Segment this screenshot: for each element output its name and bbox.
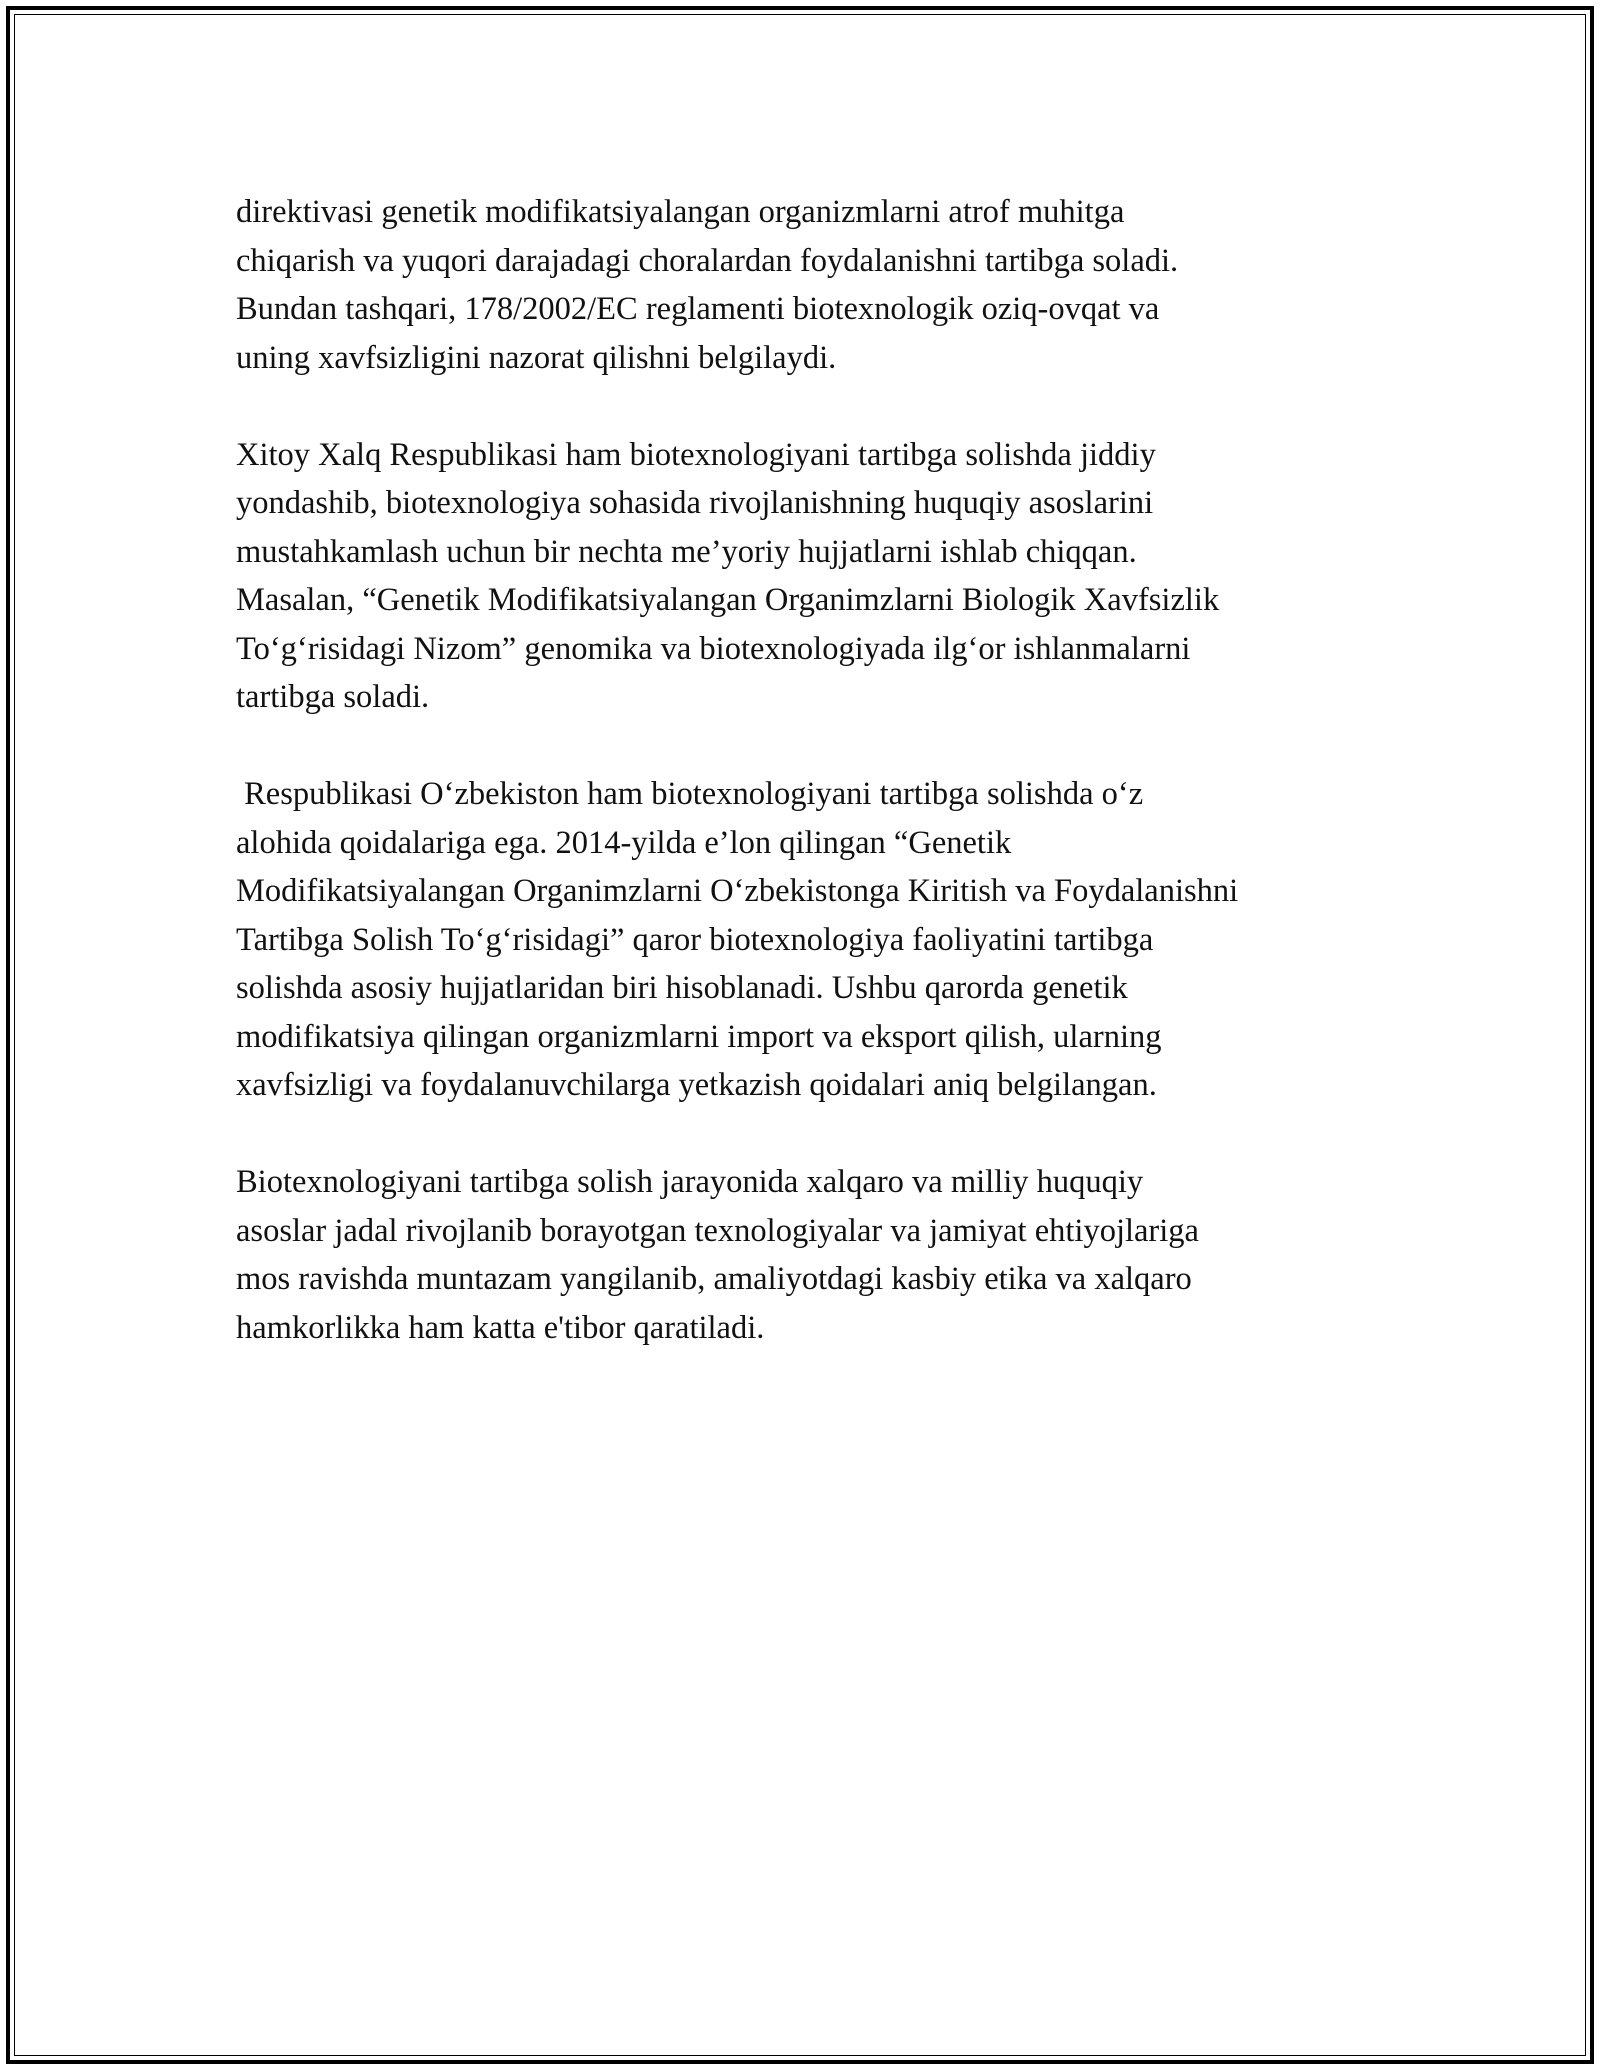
paragraph-1 — [236, 188, 1386, 382]
document-body — [236, 188, 1386, 1401]
text-line: Bundan tashqari, 178/2002/EC reglamenti biotexnologik oziq-ovqat va — [236, 291, 1160, 327]
text-line: xavfsizligi va foydalanuvchilarga yetkazish qoidalari aniq belgilangan. — [236, 1067, 1157, 1103]
text-line: Tartibga Solish To‘g‘risidagi” qaror biotexnologiya faoliyatini tartibga — [236, 921, 1154, 958]
text-line: alohida qoidalariga ega. 2014-yilda e’lon qilingan “Genetik — [236, 824, 1012, 861]
text-line: uning xavfsizligini nazorat qilishni belgilaydi. — [236, 339, 837, 376]
text-line: asoslar jadal rivojlanib borayotgan texnologiyalar va jamiyat ehtiyojlariga — [236, 1212, 1199, 1249]
text-line: Modifikatsiyalangan Organimzlarni O‘zbekistonga Kiritish va Foydalanishni — [236, 873, 1239, 909]
paragraph-3 — [236, 770, 1386, 1110]
text-line: modifikatsiya qilingan organizmlarni import va eksport qilish, ularning — [236, 1018, 1162, 1055]
text-line: yondashib, biotexnologiya sohasida rivojlanishning huquqiy asoslarini — [236, 485, 1154, 521]
text-line: direktivasi genetik modifikatsiyalangan organizmlarni atrof muhitga — [236, 194, 1125, 230]
text-line: hamkorlikka ham katta e'tibor qaratiladi. — [236, 1309, 765, 1346]
text-line: To‘g‘risidagi Nizom” genomika va biotexnologiyada ilg‘or ishlanmalarni — [236, 630, 1191, 667]
text-line: Respublikasi O‘zbekiston ham biotexnologiyani tartibga solishda o‘z — [236, 776, 1144, 812]
paragraph-2 — [236, 431, 1386, 722]
paragraph-4 — [236, 1158, 1386, 1352]
text-line: mos ravishda muntazam yangilanib, amaliyotdagi kasbiy etika va xalqaro — [236, 1261, 1192, 1297]
text-line: chiqarish va yuqori darajadagi choralardan foydalanishni tartibga soladi. — [236, 242, 1179, 279]
text-line: tartibga soladi. — [236, 679, 430, 715]
text-line: Masalan, “Genetik Modifikatsiyalangan Organimzlarni Biologik Xavfsizlik — [236, 582, 1220, 618]
text-line: Biotexnologiyani tartibga solish jarayonida xalqaro va milliy huquqiy — [236, 1164, 1144, 1200]
text-line: mustahkamlash uchun bir nechta me’yoriy hujjatlarni ishlab chiqqan. — [236, 533, 1137, 570]
text-line: solishda asosiy hujjatlaridan biri hisoblanadi. Ushbu qarorda genetik — [236, 970, 1128, 1006]
text-line: Xitoy Xalq Respublikasi ham biotexnologiyani tartibga solishda jiddiy — [236, 436, 1156, 473]
